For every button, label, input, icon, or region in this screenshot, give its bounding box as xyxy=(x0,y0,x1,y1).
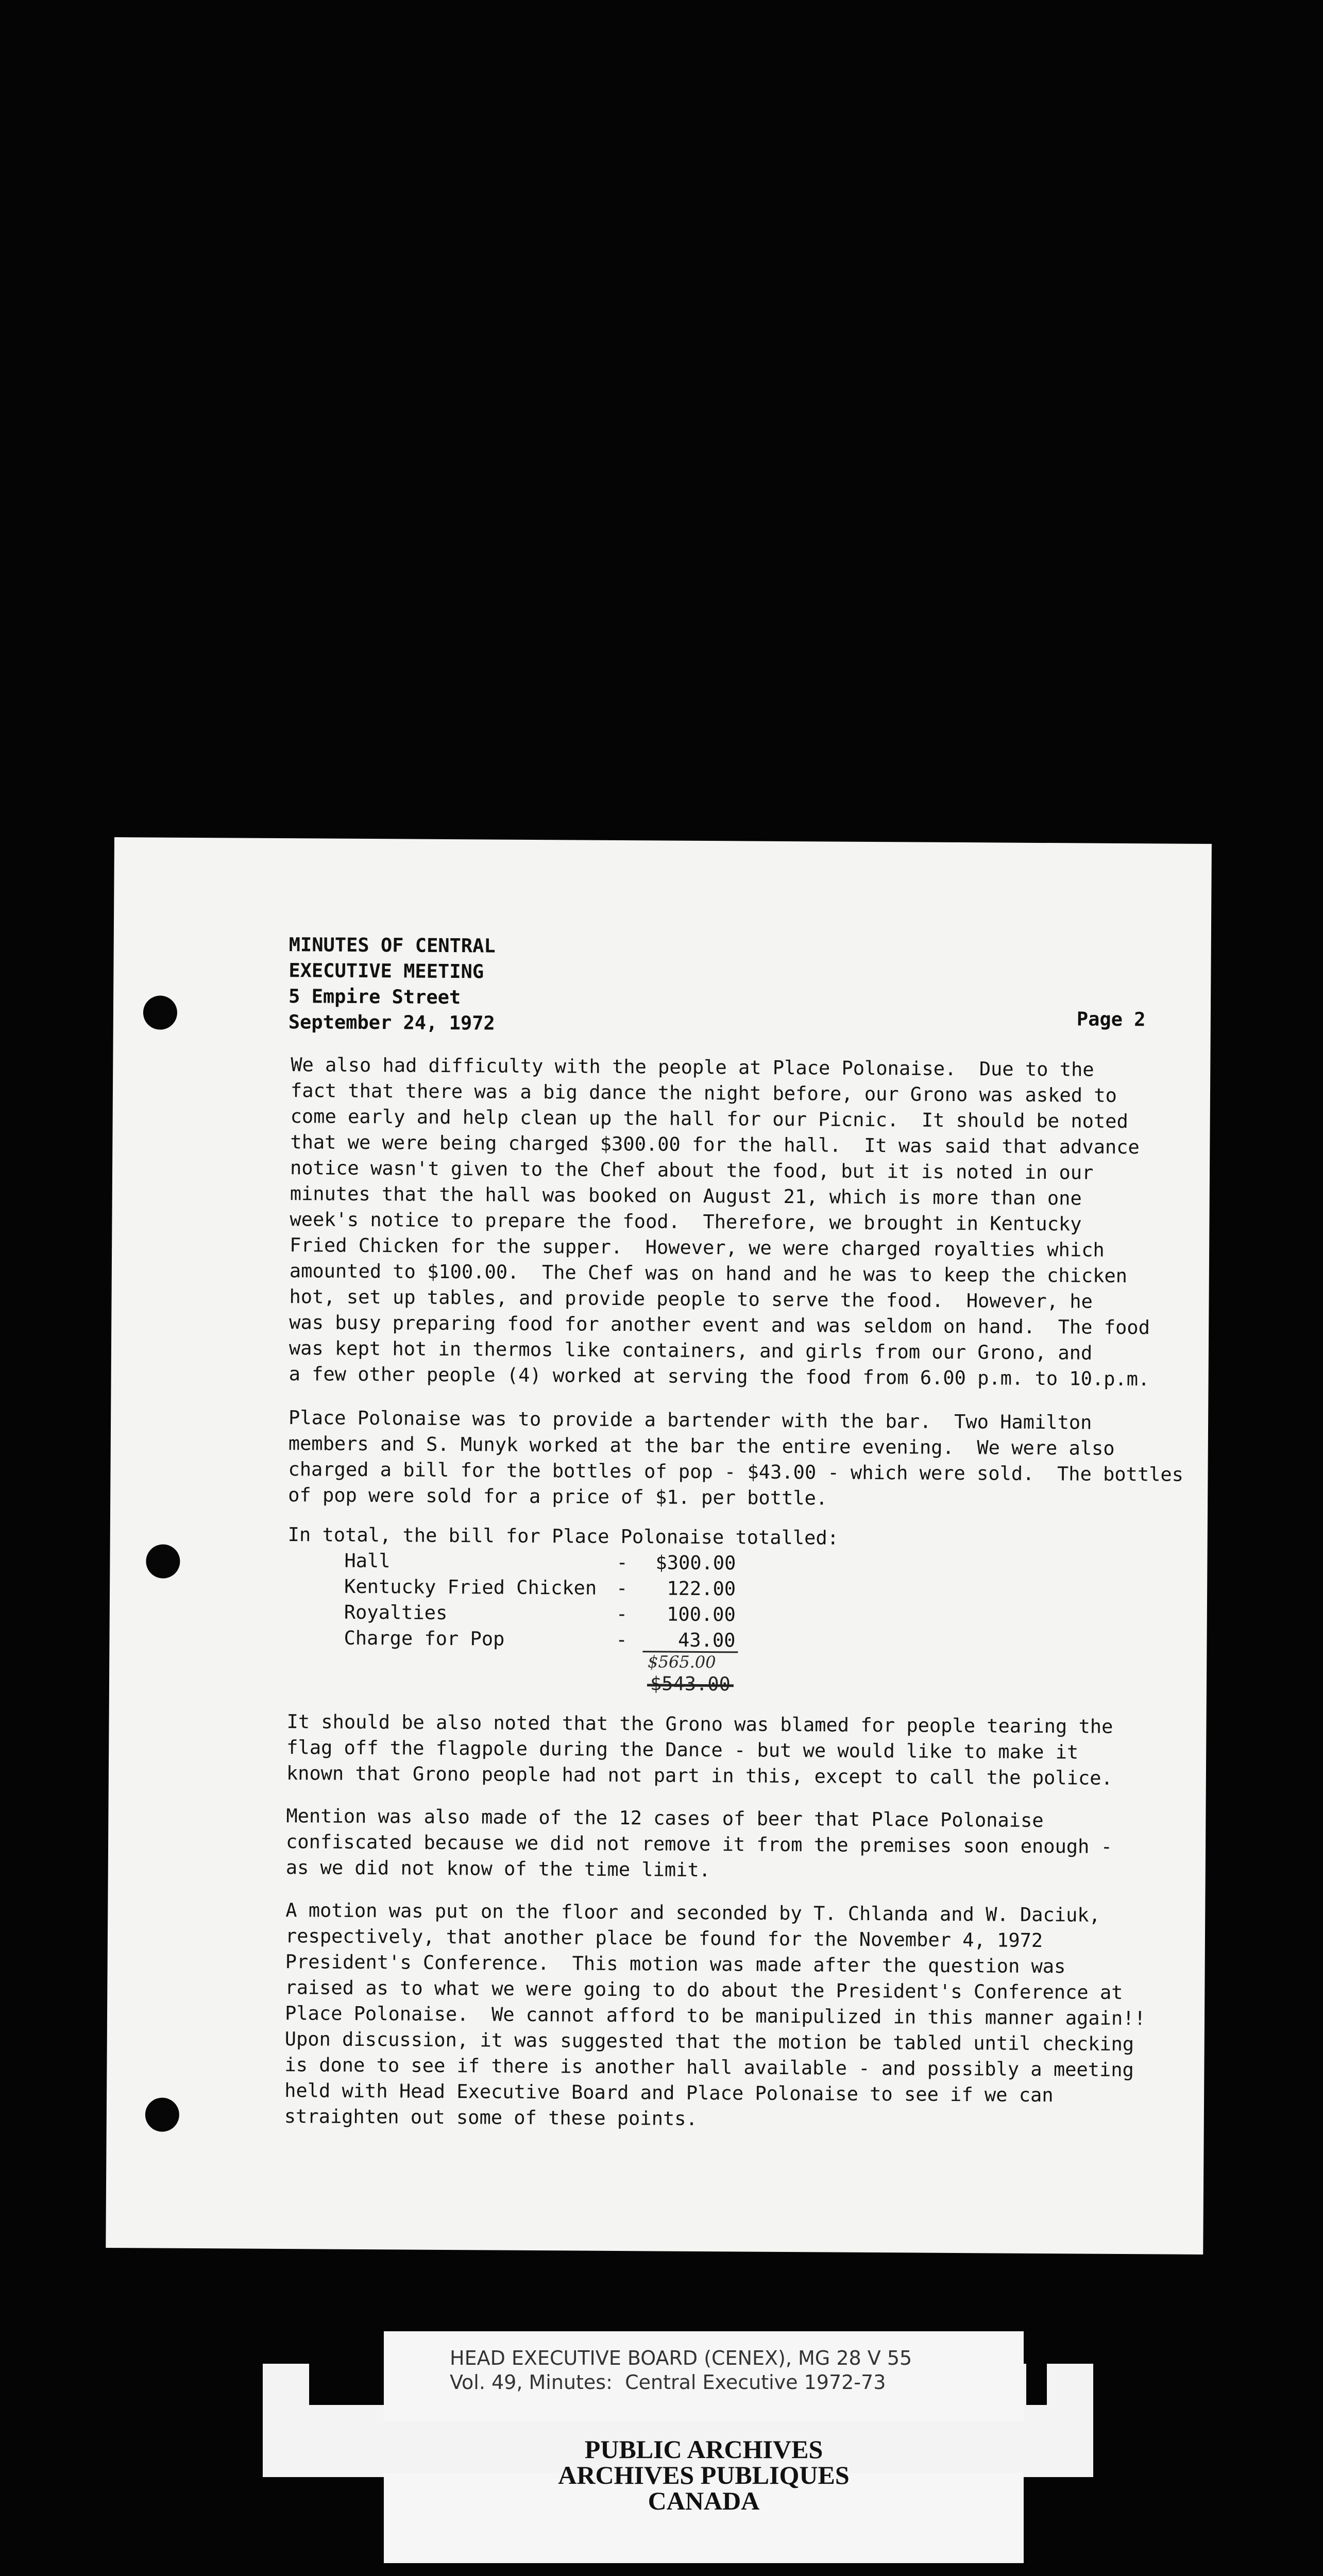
punch-hole xyxy=(143,995,177,1029)
text-line: Mention was also made of the 12 cases of beer that Place Polonaise xyxy=(286,1805,1044,1832)
text-line: a few other people (4) worked at serving the food from 6.00 p.m. to 10.p.m. xyxy=(289,1363,1150,1391)
text-line: Upon discussion, it was suggested that the motion be tabled until checking xyxy=(284,2028,1134,2056)
bill-intro: In total, the bill for Place Polonaise totalled: xyxy=(287,1523,839,1549)
document-page xyxy=(106,837,1212,2255)
header-date: September 24, 1972 xyxy=(288,1011,495,1035)
archive-stamp-line: CANADA xyxy=(648,2486,760,2515)
bill-item-label: Charge for Pop xyxy=(344,1626,505,1650)
text-line: confiscated because we did not remove it from the premises soon enough - xyxy=(285,1831,1113,1858)
text-line: was busy preparing food for another event and was seldom on hand. The food xyxy=(289,1311,1150,1339)
bill-item-dash: - xyxy=(616,1628,627,1651)
text-line: President's Conference. This motion was made after the question was xyxy=(285,1951,1066,1978)
text-line: A motion was put on the floor and seconded by T. Chlanda and W. Daciuk, xyxy=(285,1899,1100,1926)
text-line: week's notice to prepare the food. Therefore, we brought in Kentucky xyxy=(290,1208,1082,1235)
punch-hole xyxy=(145,2097,179,2131)
header-line: EXECUTIVE MEETING xyxy=(289,959,484,983)
punch-hole xyxy=(146,1544,180,1578)
archive-reference-line: HEAD EXECUTIVE BOARD (CENEX), MG 28 V 55 xyxy=(450,2347,912,2369)
paragraph-bartender xyxy=(288,1405,1184,1514)
archive-reference-line: Vol. 49, Minutes: Central Executive 1972-73 xyxy=(450,2371,886,2394)
text-line: charged a bill for the bottles of pop - $43.00 - which were sold. The bottles xyxy=(288,1458,1184,1486)
text-line: respectively, that another place be found for the November 4, 1972 xyxy=(285,1925,1043,1952)
text-line: raised as to what we were going to do about the President's Conference at xyxy=(285,1976,1123,2004)
struck-total: $543.00 xyxy=(650,1672,731,1696)
text-line: Place Polonaise was to provide a bartender with the bar. Two Hamilton xyxy=(288,1406,1092,1434)
bill-item-label: Royalties xyxy=(344,1601,448,1624)
text-line: flag off the flagpole during the Dance - but we would like to make it xyxy=(286,1736,1079,1764)
text-line: notice wasn't given to the Chef about the food, but it is noted in our xyxy=(290,1157,1094,1184)
label-notch xyxy=(1026,2364,1047,2405)
text-line: It should be also noted that the Grono was blamed for people tearing the xyxy=(286,1710,1113,1738)
text-line: We also had difficulty with the people at Place Polonaise. Due to the xyxy=(291,1054,1094,1081)
bill-item-dash: - xyxy=(616,1551,628,1574)
bill-item-label: Hall xyxy=(344,1549,391,1572)
paragraph-flag xyxy=(286,1709,1113,1791)
text-line: amounted to $100.00. The Chef was on hand and he was to keep the chicken xyxy=(289,1260,1128,1287)
text-line: known that Grono people had not part in this, except to call the police. xyxy=(286,1762,1113,1789)
bill-item-amount: 43.00 xyxy=(677,1629,736,1652)
text-line: Place Polonaise. We cannot afford to be manipulized in this manner again!! xyxy=(284,2002,1146,2030)
header-line: 5 Empire Street xyxy=(288,985,461,1009)
bill-item xyxy=(287,1575,751,1603)
bill-item xyxy=(287,1549,751,1578)
bill-item-amount: 122.00 xyxy=(667,1577,736,1600)
text-line: that we were being charged $300.00 for the hall. It was said that advance xyxy=(290,1131,1140,1159)
header-line: MINUTES OF CENTRAL xyxy=(289,934,496,957)
bill-item-label: Kentucky Fried Chicken xyxy=(344,1575,597,1599)
archive-stamp-line: PUBLIC ARCHIVES xyxy=(584,2435,823,2464)
handwritten-total: $565.00 xyxy=(648,1652,716,1672)
text-line: fact that there was a big dance the night before, our Grono was asked to xyxy=(290,1079,1117,1107)
paragraph-beer xyxy=(286,1803,1113,1886)
text-line: as we did not know of the time limit. xyxy=(285,1856,711,1882)
bill-item-amount: 100.00 xyxy=(667,1603,736,1626)
text-line: members and S. Munyk worked at the bar the entire evening. We were also xyxy=(288,1432,1115,1460)
bill-item-dash: - xyxy=(616,1602,628,1625)
paragraph-place-polonaise xyxy=(289,1052,1151,1392)
text-line: is done to see if there is another hall available - and possibly a meeting xyxy=(284,2054,1134,2081)
bill-item-dash: - xyxy=(616,1577,628,1600)
bill-item-amount: $300.00 xyxy=(655,1551,736,1574)
bill-item xyxy=(287,1601,751,1629)
text-line: of pop were sold for a price of $1. per bottle. xyxy=(288,1484,828,1510)
text-line: was kept hot in thermos like containers, and girls from our Grono, and xyxy=(289,1337,1093,1364)
text-line: minutes that the hall was booked on August 21, which is more than one xyxy=(290,1182,1082,1210)
page-number: Page 2 xyxy=(1076,1008,1146,1031)
text-line: straighten out some of these points. xyxy=(284,2105,698,2130)
text-line: hot, set up tables, and provide people to serve the food. However, he xyxy=(289,1285,1093,1313)
text-line: come early and help clean up the hall for our Picnic. It should be noted xyxy=(290,1105,1128,1133)
text-line: held with Head Executive Board and Place Polonaise to see if we can xyxy=(284,2079,1054,2107)
text-line: Fried Chicken for the supper. However, we were charged royalties which xyxy=(290,1234,1105,1261)
label-notch xyxy=(309,2364,385,2405)
archive-stamp-line: ARCHIVES PUBLIQUES xyxy=(558,2461,850,2489)
paragraph-motion xyxy=(284,1897,1146,2134)
